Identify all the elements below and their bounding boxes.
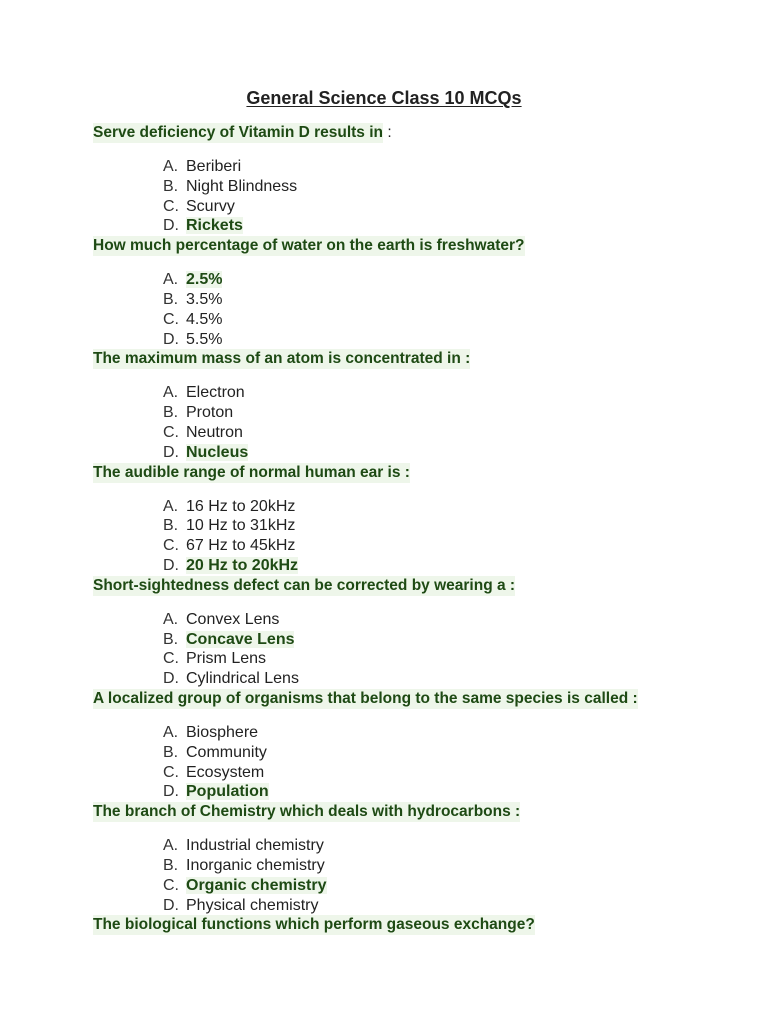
question-text: The branch of Chemistry which deals with hydrocarbons :	[93, 803, 521, 821]
option-letter: D.	[163, 556, 179, 574]
option-a	[163, 610, 733, 630]
option-text: Cylindrical Lens	[186, 670, 299, 688]
option-letter: D.	[163, 670, 179, 688]
option-letter: B.	[163, 517, 179, 535]
question-line	[93, 349, 733, 369]
correct-answer-text: 20 Hz to 20kHz	[186, 556, 299, 574]
document-title-text: General Science Class 10 MCQs	[246, 88, 522, 108]
option-text: Industrial chemistry	[186, 837, 324, 855]
option-list	[93, 610, 733, 689]
option-letter: A.	[163, 497, 179, 515]
option-text: 3.5%	[186, 290, 223, 308]
option-list	[93, 497, 733, 576]
option-letter: A.	[163, 723, 179, 741]
option-text: 16 Hz to 20kHz	[186, 497, 296, 515]
option-d	[163, 782, 733, 802]
option-letter: A.	[163, 610, 179, 628]
question-text: The biological functions which perform gaseous exchange?	[93, 916, 535, 934]
question-line	[93, 463, 733, 483]
option-text: Physical chemistry	[186, 896, 319, 914]
question-block	[93, 802, 733, 915]
option-c	[163, 876, 733, 896]
option-d	[163, 669, 733, 689]
option-b	[163, 856, 733, 876]
option-b	[163, 743, 733, 763]
question-block	[93, 463, 733, 576]
option-c	[163, 649, 733, 669]
question-list	[93, 123, 733, 935]
option-text: Ecosystem	[186, 763, 265, 781]
option-c	[163, 310, 733, 330]
option-d	[163, 556, 733, 576]
option-b	[163, 403, 733, 423]
option-text: Electron	[186, 384, 245, 402]
option-list	[93, 836, 733, 915]
option-letter: B.	[163, 856, 179, 874]
question-block	[93, 123, 733, 236]
option-letter: C.	[163, 197, 179, 215]
option-d	[163, 330, 733, 350]
option-d	[163, 443, 733, 463]
option-text: Beriberi	[186, 158, 242, 175]
question-text: The audible range of normal human ear is :	[93, 463, 410, 481]
question-text: A localized group of organisms that belong to the same species is called :	[93, 689, 638, 707]
option-d	[163, 896, 733, 916]
option-b	[163, 290, 733, 310]
option-letter: A.	[163, 837, 179, 855]
option-letter: D.	[163, 330, 179, 348]
option-a	[163, 157, 733, 177]
option-list	[93, 157, 733, 236]
option-c	[163, 536, 733, 556]
option-letter: D.	[163, 896, 179, 914]
option-text: Scurvy	[186, 197, 235, 215]
option-text: Inorganic chemistry	[186, 856, 325, 874]
option-text: 5.5%	[186, 330, 223, 348]
option-text: Night Blindness	[186, 177, 298, 195]
option-letter: A.	[163, 384, 179, 402]
option-letter: B.	[163, 630, 179, 648]
question-block	[93, 689, 733, 802]
question-text: Serve deficiency of Vitamin D results in	[93, 124, 384, 141]
option-letter: B.	[163, 743, 179, 761]
option-b	[163, 630, 733, 650]
option-letter: D.	[163, 783, 179, 801]
option-a	[163, 383, 733, 403]
question-block	[93, 915, 733, 935]
option-letter: C.	[163, 876, 179, 894]
option-letter: C.	[163, 423, 179, 441]
option-letter: D.	[163, 443, 179, 461]
option-text: Community	[186, 743, 267, 761]
option-text: Biosphere	[186, 723, 259, 741]
option-text: 4.5%	[186, 310, 223, 328]
option-letter: C.	[163, 537, 179, 555]
document-title	[0, 86, 768, 110]
question-block	[93, 236, 733, 349]
question-block	[93, 349, 733, 462]
question-text: Short-sightedness defect can be corrected by wearing a :	[93, 576, 516, 594]
option-text: 67 Hz to 45kHz	[186, 537, 296, 555]
question-text: The maximum mass of an atom is concentrated in :	[93, 350, 471, 368]
question-line	[93, 123, 733, 143]
option-text: Proton	[186, 404, 234, 422]
option-letter: A.	[163, 158, 179, 175]
correct-answer-text: Organic chemistry	[186, 876, 327, 894]
correct-answer-text: Concave Lens	[186, 630, 295, 648]
correct-answer-text: Population	[186, 783, 269, 801]
option-letter: A.	[163, 271, 179, 289]
option-list	[93, 723, 733, 802]
option-d	[163, 216, 733, 236]
option-letter: C.	[163, 763, 179, 781]
option-c	[163, 197, 733, 217]
option-b	[163, 177, 733, 197]
option-letter: B.	[163, 404, 179, 422]
option-b	[163, 516, 733, 536]
question-line	[93, 689, 733, 709]
option-list	[93, 270, 733, 349]
option-a	[163, 270, 733, 290]
option-c	[163, 423, 733, 443]
question-block	[93, 576, 733, 689]
option-a	[163, 836, 733, 856]
question-tail: :	[383, 124, 392, 141]
question-line	[93, 802, 733, 822]
correct-answer-text: Rickets	[186, 217, 243, 235]
correct-answer-text: 2.5%	[186, 271, 223, 289]
option-text: Convex Lens	[186, 610, 280, 628]
question-line	[93, 576, 733, 596]
option-a	[163, 497, 733, 517]
question-line	[93, 915, 733, 935]
option-a	[163, 723, 733, 743]
question-text: How much percentage of water on the earth is freshwater?	[93, 237, 525, 255]
option-text: Neutron	[186, 423, 243, 441]
option-text: 10 Hz to 31kHz	[186, 517, 296, 535]
option-list	[93, 383, 733, 462]
option-c	[163, 763, 733, 783]
option-letter: C.	[163, 650, 179, 668]
option-letter: B.	[163, 290, 179, 308]
correct-answer-text: Nucleus	[186, 443, 249, 461]
question-line	[93, 236, 733, 256]
option-letter: B.	[163, 177, 179, 195]
option-letter: C.	[163, 310, 179, 328]
option-letter: D.	[163, 217, 179, 235]
option-text: Prism Lens	[186, 650, 267, 668]
